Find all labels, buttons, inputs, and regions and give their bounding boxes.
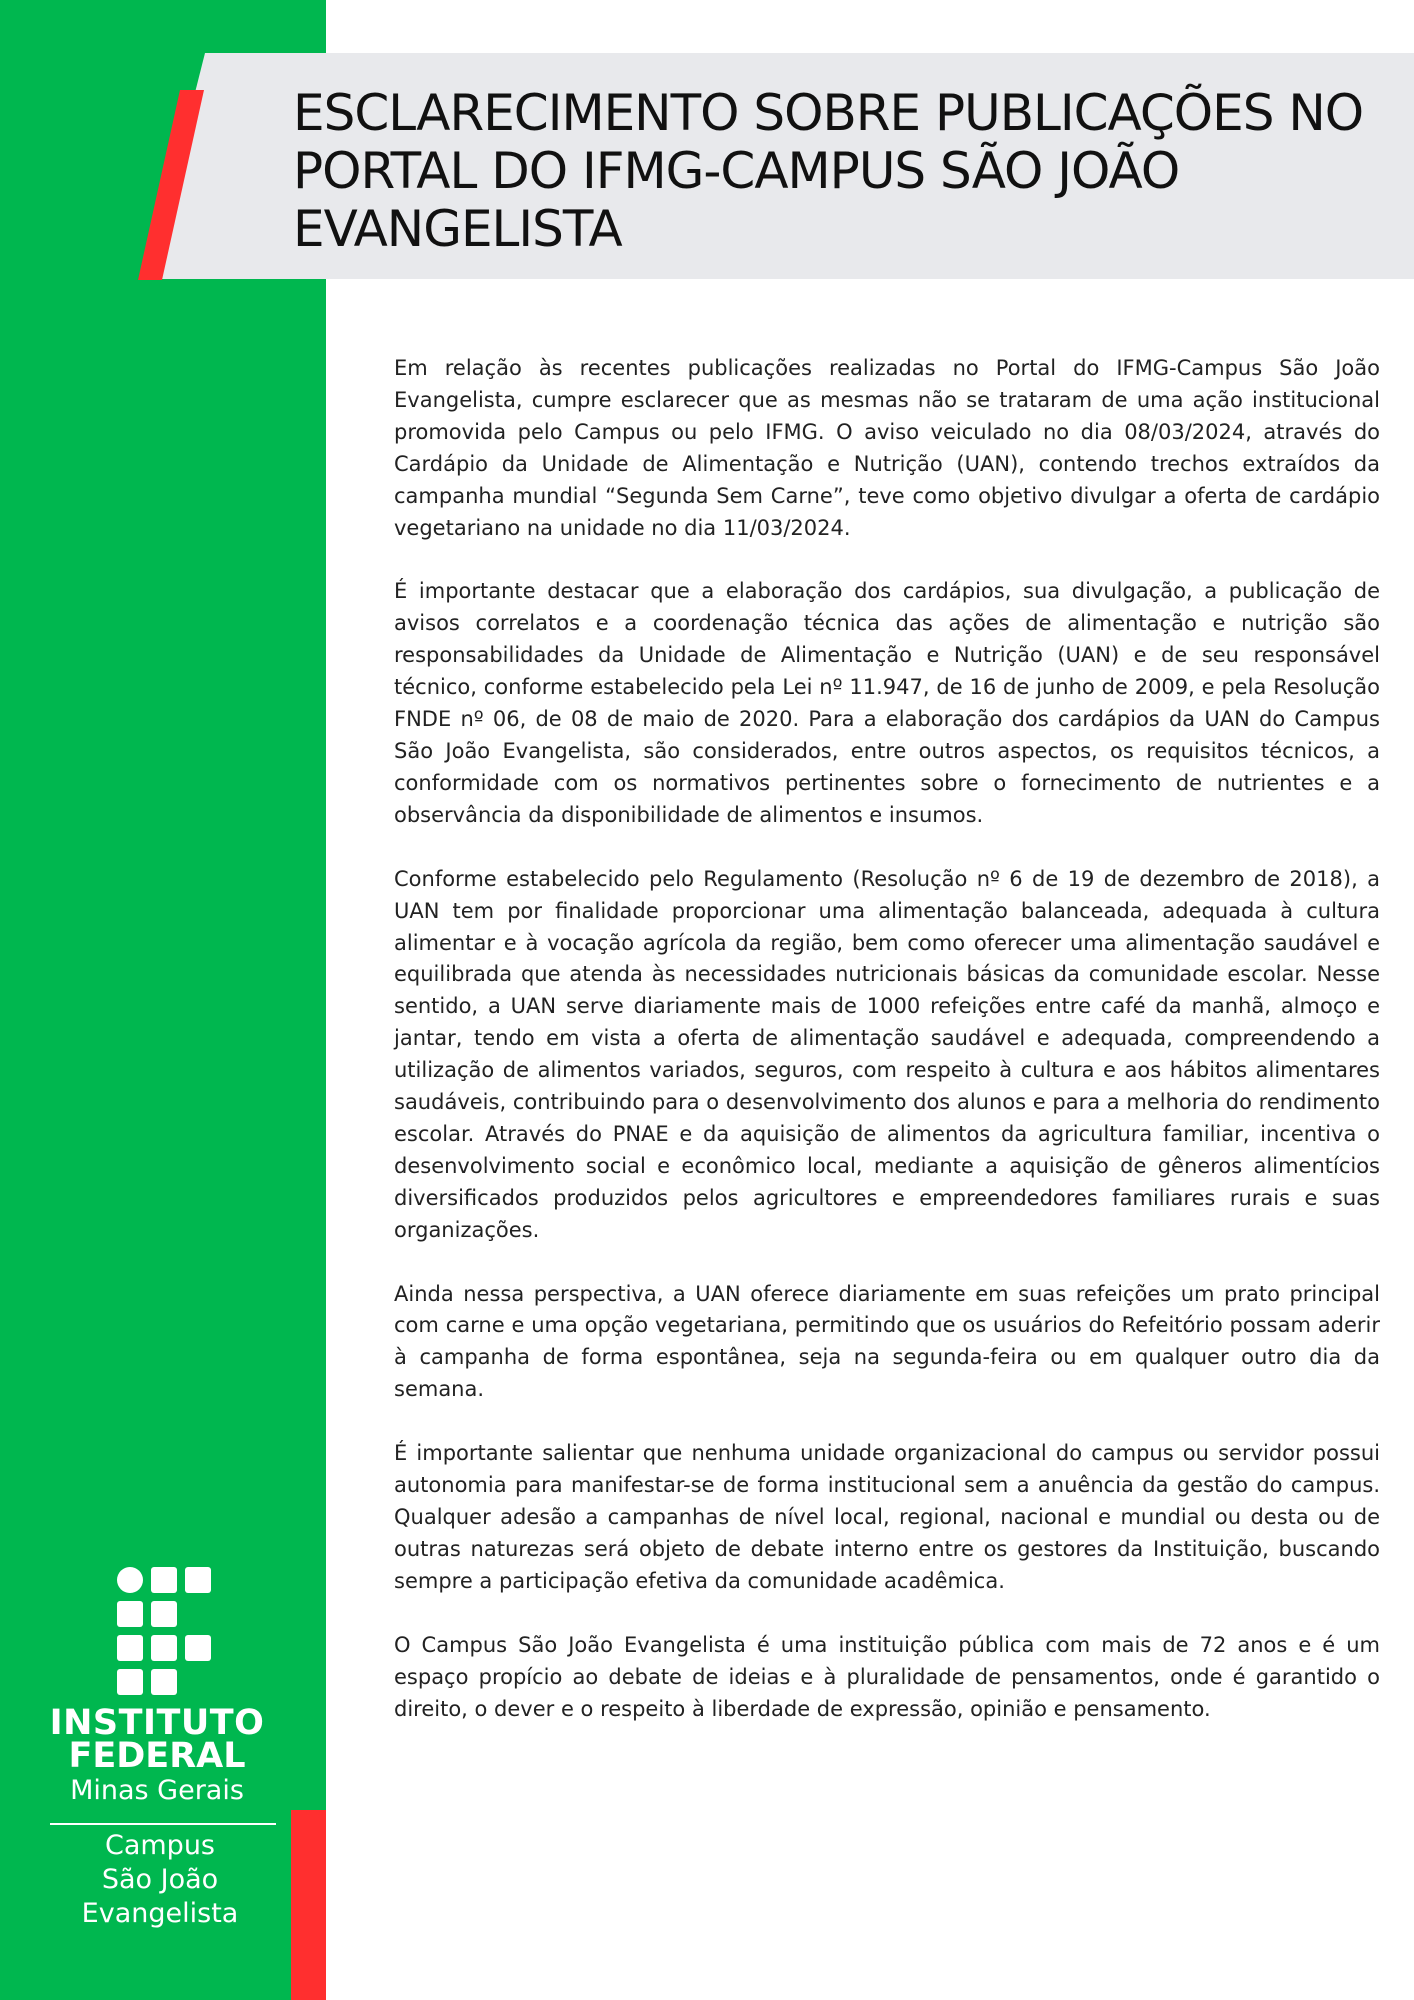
logo-square-icon [151,1601,177,1627]
red-accent-bottom [291,1810,326,2000]
logo-square-icon [117,1635,143,1661]
paragraph-5: É importante salientar que nenhuma unidade organizacional do campus ou servidor possui autonomia para manifestar-se de forma institucional sem a anuência da gestão do campus. Qualquer adesão a campanhas de nível local, regional, nacional e mundial ou desta ou de outras naturezas será objeto de debate interno entre os gestores da Instituição, buscando sempre a participação efetiva da comunidade acadêmica. [394,1441,1380,1593]
paragraph-3: Conforme estabelecido pelo Regulamento (Resolução nº 6 de 19 de dezembro de 2018), a UAN tem por finalidade proporcionar uma alimentação balanceada, adequada à cultura alimentar e à vocação agrícola da região, bem como oferecer uma alimentação saudável e equilibrada que atenda às necessidades nutricionais básicas da comunidade escolar. Nesse sentido, a UAN serve diariamente mais de 1000 refeições entre café da manhã, almoço e jantar, tendo em vista a oferta de alimentação saudável e adequada, compreendendo a utilização de alimentos variados, seguros, com respeito à cultura e aos hábitos alimentares saudáveis, contribuindo para o desenvolvimento dos alunos e para a melhoria do rendimento escolar. Através do PNAE e da aquisição de alimentos da agricultura familiar, incentiva o desenvolvimento social e econômico local, mediante a aquisição de gêneros alimentícios diversificados produzidos pelos agricultores e empreendedores familiares rurais e suas organizações. [394,866,1380,1242]
paragraph-1: Em relação às recentes publicações realizadas no Portal do IFMG-Campus São João Evangelista, cumpre esclarecer que as mesmas não se trataram de uma ação institucional promovida pelo Campus ou pelo IFMG. O aviso veiculado no dia 08/03/2024, através do Cardápio da Unidade de Alimentação e Nutrição (UAN), contendo trechos extraídos da campanha mundial “Segunda Sem Carne”, teve como objetivo divulgar a oferta de cardápio vegetariano na unidade no dia 11/03/2024. [394,356,1380,540]
logo-square-icon [185,1635,211,1661]
logo-square-icon [117,1601,143,1627]
logo-square-icon [151,1669,177,1695]
logo-line-federal: FEDERAL [68,1736,246,1776]
institution-logo-text [40,1703,274,1809]
logo-square-icon [117,1669,143,1695]
paragraph-4: Ainda nessa perspectiva, a UAN oferece diariamente em suas refeições um prato principal com carne e uma opção vegetariana, permitindo que os usuários do Refeitório possam aderir à campanha de forma espontânea, seja na segunda-feira ou em qualquer outro dia da semana. [394,1281,1380,1402]
if-logo-grid-icon [117,1567,212,1694]
logo-square-icon [151,1635,177,1661]
logo-divider [50,1823,276,1825]
campus-name [40,1829,280,1931]
green-side-bar [0,0,326,2000]
logo-square-icon [151,1567,177,1593]
paragraph-2: É importante destacar que a elaboração dos cardápios, sua divulgação, a publicação de avisos correlatos e a coordenação técnica das ações de alimentação e nutrição são responsabilidades da Unidade de Alimentação e Nutrição (UAN) e de seu responsável técnico, conforme estabelecido pela Lei nº 11.947, de 16 de junho de 2009, e pela Resolução FNDE nº 06, de 08 de maio de 2020. Para a elaboração dos cardápios da UAN do Campus São João Evangelista, são considerados, entre outros aspectos, os requisitos técnicos, a conformidade com os normativos pertinentes sobre o fornecimento de nutrientes e a observância da disponibilidade de alimentos e insumos. [394,579,1380,827]
campus-line-3: Evangelista [81,1898,239,1929]
logo-square-icon [185,1567,211,1593]
campus-line-1: Campus [104,1830,216,1861]
document-body [394,353,1380,1757]
paragraph-6: O Campus São João Evangelista é uma instituição pública com mais de 72 anos e é um espaço propício ao debate de ideias e à pluralidade de pensamentos, onde é garantido o direito, o dever e o respeito à liberdade de expressão, opinião e pensamento. [394,1632,1380,1721]
logo-line-instituto: INSTITUTO [49,1703,265,1743]
logo-line-minas-gerais: Minas Gerais [70,1775,244,1806]
page-title: ESCLARECIMENTO SOBRE PUBLICAÇÕES NO PORTAL DO IFMG-CAMPUS SÃO JOÃO EVANGELISTA [293,84,1364,258]
campus-line-2: São João [101,1864,219,1895]
logo-circle-icon [117,1567,143,1593]
